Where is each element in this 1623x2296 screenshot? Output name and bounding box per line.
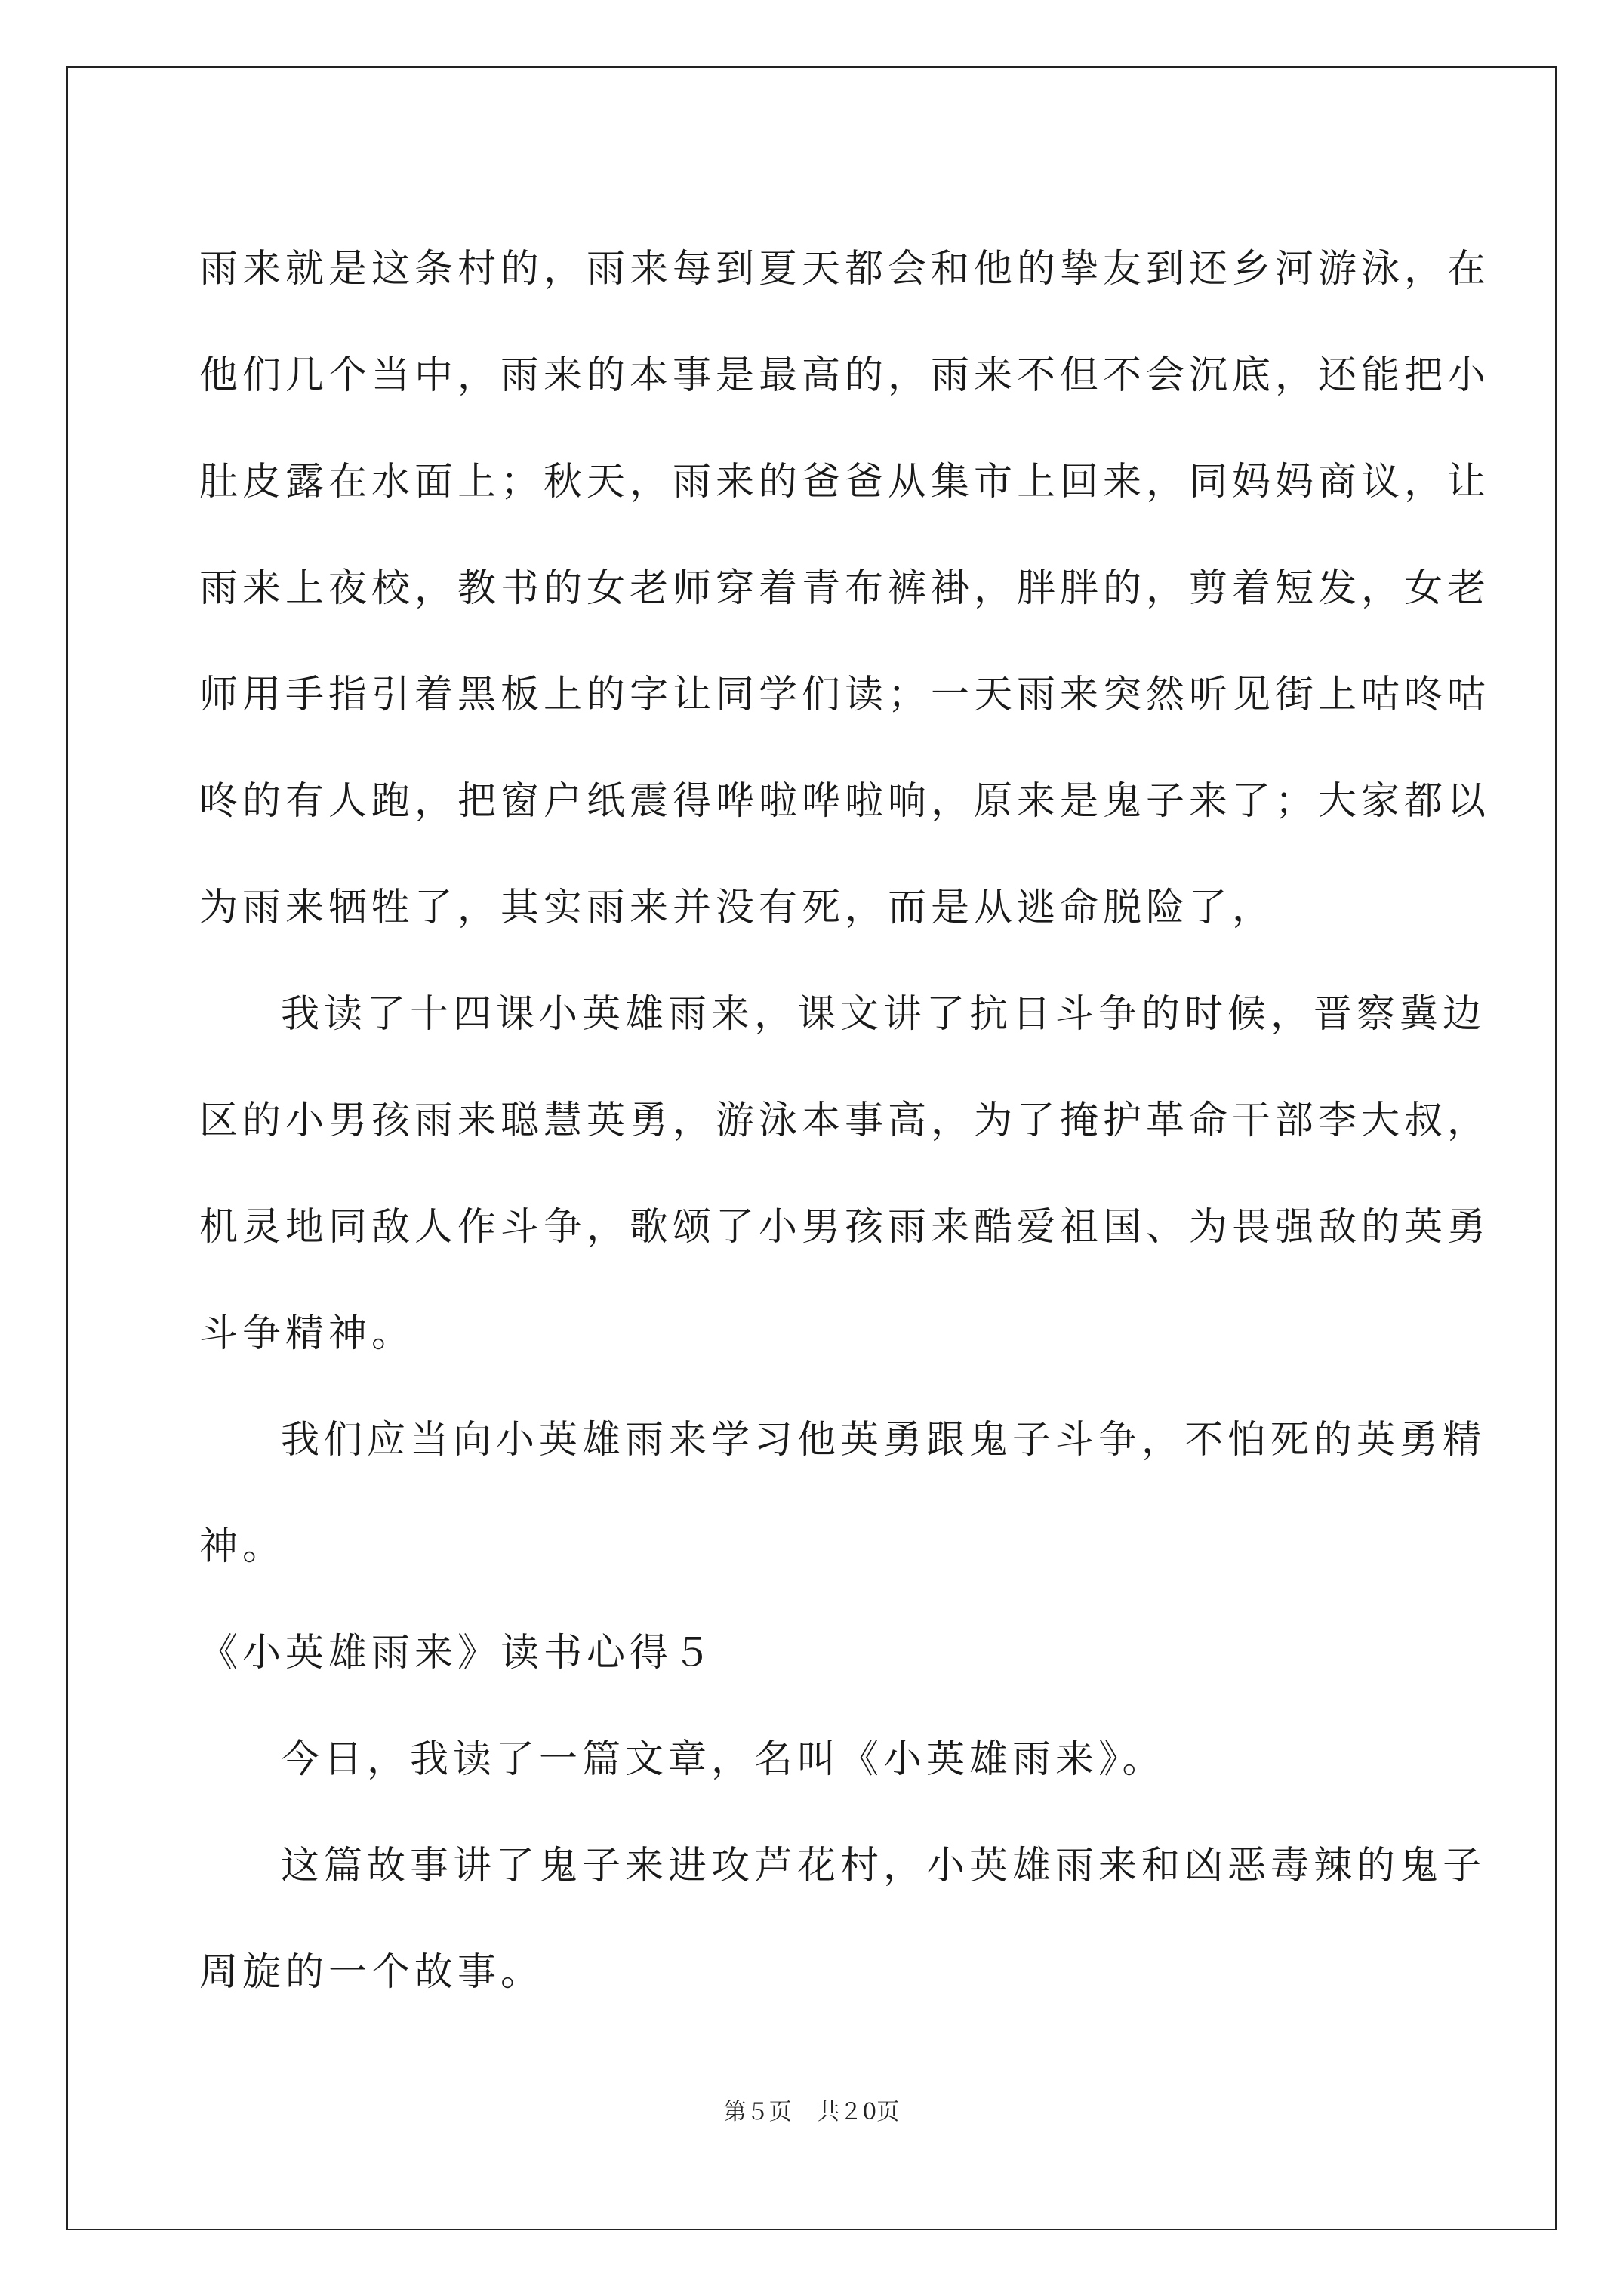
paragraph-start-line: 我读了十四课小英雄雨来，课文讲了抗日斗争的时候，晋察冀边 <box>281 992 1486 1037</box>
text-line: 周旋的一个故事。 <box>199 1950 544 1995</box>
document-body <box>199 216 1491 2026</box>
text-line: 为雨来牺牲了，其实雨来并没有死，而是从逃命脱险了， <box>199 886 1276 930</box>
text-line: 斗争精神。 <box>199 1311 415 1356</box>
page-footer <box>0 2097 1623 2128</box>
text-line: 师用手指引着黑板上的字让同学们读；一天雨来突然听见街上咕咚咕 <box>199 673 1491 717</box>
text-line: 雨来就是这条村的，雨来每到夏天都会和他的挚友到还乡河游泳，在 <box>199 247 1491 291</box>
text-line: 区的小男孩雨来聪慧英勇，游泳本事高，为了掩护革命干部李大叔， <box>199 1099 1491 1143</box>
paragraph-start-line: 这篇故事讲了鬼子来进攻芦花村，小英雄雨来和凶恶毒辣的鬼子 <box>281 1844 1486 1888</box>
section-heading: 《小英雄雨来》读书心得５ <box>199 1631 716 1675</box>
text-line: 肚皮露在水面上；秋天，雨来的爸爸从集市上回来，同妈妈商议，让 <box>199 460 1491 504</box>
paragraph-start-line: 今日，我读了一篇文章，名叫《小英雄雨来》。 <box>281 1737 1166 1782</box>
text-line: 他们几个当中，雨来的本事是最高的，雨来不但不会沉底，还能把小 <box>199 353 1491 398</box>
text-line: 雨来上夜校，教书的女老师穿着青布裤褂，胖胖的，剪着短发，女老 <box>199 566 1491 611</box>
text-line: 机灵地同敌人作斗争，歌颂了小男孩雨来酷爱祖国、为畏强敌的英勇 <box>199 1205 1491 1250</box>
total-pages: 共２0页 <box>817 2099 900 2125</box>
text-line: 神。 <box>199 1524 286 1569</box>
page-number: 第５页 <box>723 2099 792 2125</box>
text-line: 咚的有人跑，把窗户纸震得哗啦哗啦响，原来是鬼子来了；大家都以 <box>199 779 1491 824</box>
paragraph-start-line: 我们应当向小英雄雨来学习他英勇跟鬼子斗争，不怕死的英勇精 <box>281 1418 1486 1462</box>
